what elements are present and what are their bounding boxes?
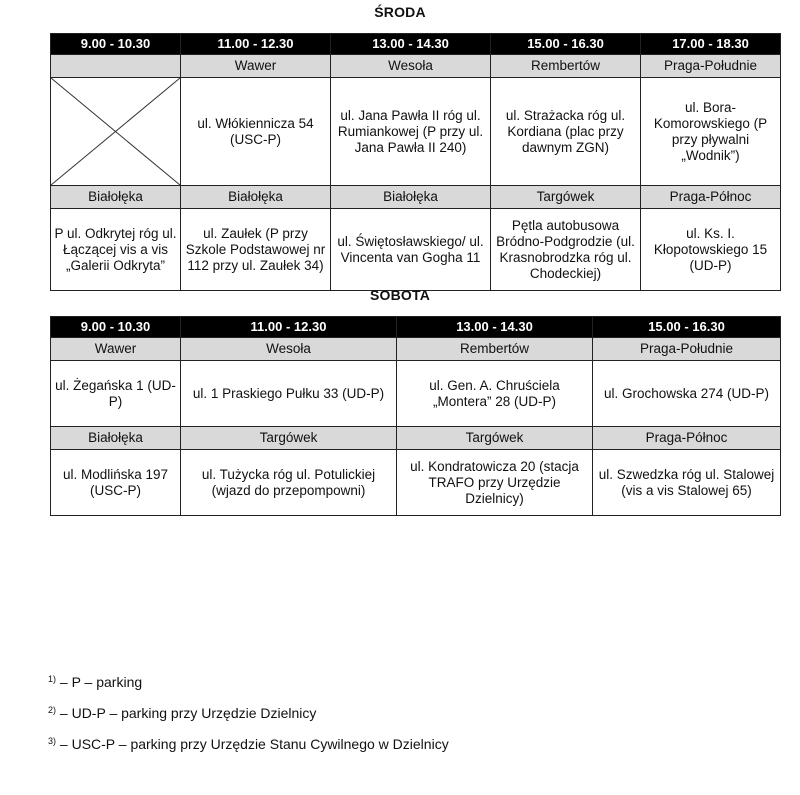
time-slot: 9.00 - 10.30	[51, 34, 181, 55]
district-cell: Praga-Południe	[641, 55, 781, 78]
district-cell: Targówek	[397, 427, 593, 450]
empty-cell	[51, 78, 181, 186]
location-cell: ul. Tużycka róg ul. Potulickiej (wjazd do przepompowni)	[181, 450, 397, 516]
location-cell: P ul. Odkrytej róg ul. Łączącej vis a vis „Galerii Odkryta”	[51, 209, 181, 291]
district-cell: Targówek	[491, 186, 641, 209]
location-cell: ul. Bora-Komorowskiego (P przy pływalni „Wodnik”)	[641, 78, 781, 186]
wednesday-schedule-table	[50, 33, 781, 291]
location-cell: ul. Modlińska 197 (USC-P)	[51, 450, 181, 516]
saturday-title: SOBOTA	[369, 287, 431, 303]
location-row	[51, 450, 781, 516]
footnote	[48, 699, 449, 730]
time-header-row	[51, 34, 781, 55]
location-cell: ul. Żegańska 1 (UD-P)	[51, 361, 181, 427]
saturday-schedule-table	[50, 316, 781, 516]
time-slot: 15.00 - 16.30	[491, 34, 641, 55]
location-cell: ul. Gen. A. Chruściela „Montera” 28 (UD-P)	[397, 361, 593, 427]
footnote-mark: 1)	[48, 674, 57, 684]
district-cell: Targówek	[181, 427, 397, 450]
wednesday-title: ŚRODA	[374, 4, 426, 20]
district-cell: Rembertów	[491, 55, 641, 78]
cross-out-icon	[51, 78, 180, 185]
location-row	[51, 78, 781, 186]
location-cell: ul. Włókiennicza 54 (USC-P)	[181, 78, 331, 186]
district-cell: Wawer	[181, 55, 331, 78]
footnote	[48, 730, 449, 761]
district-row	[51, 338, 781, 361]
footnote-text: – UD-P – parking przy Urzędzie Dzielnicy	[56, 705, 317, 721]
district-cell: Wawer	[51, 338, 181, 361]
footnote	[48, 668, 449, 699]
time-slot: 17.00 - 18.30	[641, 34, 781, 55]
location-cell: ul. Zaułek (P przy Szkole Podstawowej nr 112 przy ul. Zaułek 34)	[181, 209, 331, 291]
district-cell: Białołęka	[51, 186, 181, 209]
time-slot: 15.00 - 16.30	[593, 317, 781, 338]
district-row	[51, 427, 781, 450]
footnotes	[48, 668, 449, 761]
location-cell: ul. Jana Pawła II róg ul. Rumiankowej (P przy ul. Jana Pawła II 240)	[331, 78, 491, 186]
location-row	[51, 209, 781, 291]
time-slot: 13.00 - 14.30	[397, 317, 593, 338]
location-cell: ul. Świętosławskiego/ ul. Vincenta van Gogha 11	[331, 209, 491, 291]
district-cell: Praga-Północ	[641, 186, 781, 209]
location-cell: ul. Grochowska 274 (UD-P)	[593, 361, 781, 427]
time-slot: 11.00 - 12.30	[181, 34, 331, 55]
location-cell: ul. Strażacka róg ul. Kordiana (plac przy dawnym ZGN)	[491, 78, 641, 186]
time-slot: 9.00 - 10.30	[51, 317, 181, 338]
district-cell: Wesoła	[331, 55, 491, 78]
district-cell: Rembertów	[397, 338, 593, 361]
location-cell: ul. Ks. I. Kłopotowskiego 15 (UD-P)	[641, 209, 781, 291]
district-cell: Białołęka	[331, 186, 491, 209]
footnote-mark: 2)	[48, 705, 57, 715]
location-cell: ul. Szwedzka róg ul. Stalowej (vis a vis Stalowej 65)	[593, 450, 781, 516]
district-cell: Praga-Północ	[593, 427, 781, 450]
district-cell: Białołęka	[181, 186, 331, 209]
district-cell	[51, 55, 181, 78]
footnote-mark: 3)	[48, 736, 57, 746]
location-cell: ul. Kondratowicza 20 (stacja TRAFO przy Urzędzie Dzielnicy)	[397, 450, 593, 516]
location-cell: Pętla autobusowa Bródno-Podgrodzie (ul. Krasnobrodzka róg ul. Chodeckiej)	[491, 209, 641, 291]
district-cell: Praga-Południe	[593, 338, 781, 361]
location-cell: ul. 1 Praskiego Pułku 33 (UD-P)	[181, 361, 397, 427]
location-row	[51, 361, 781, 427]
district-cell: Wesoła	[181, 338, 397, 361]
footnote-text: – P – parking	[56, 674, 143, 690]
time-slot: 13.00 - 14.30	[331, 34, 491, 55]
time-header-row	[51, 317, 781, 338]
district-row	[51, 55, 781, 78]
time-slot: 11.00 - 12.30	[181, 317, 397, 338]
district-cell: Białołęka	[51, 427, 181, 450]
footnote-text: – USC-P – parking przy Urzędzie Stanu Cywilnego w Dzielnicy	[56, 736, 449, 752]
district-row	[51, 186, 781, 209]
